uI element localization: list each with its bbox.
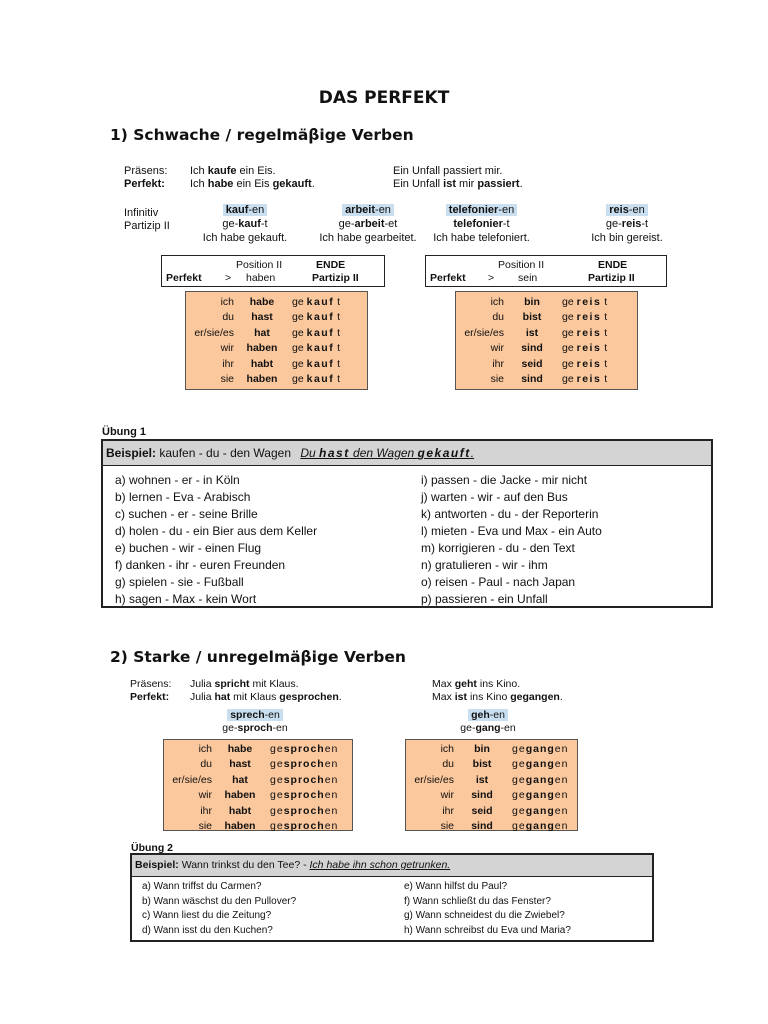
perfekt-label: Perfekt: xyxy=(124,178,165,190)
conj-row xyxy=(164,772,352,788)
s1-ex1-perfekt: Ich habe ein Eis gekauft. xyxy=(190,178,315,190)
participle: ge reis t xyxy=(562,373,608,386)
conj-row xyxy=(164,788,352,804)
conj-row xyxy=(186,310,367,326)
conj-table-sprechen xyxy=(163,739,353,831)
participle: gegangen xyxy=(512,742,569,755)
participle: gesprochen xyxy=(270,789,339,802)
uebung2-beispiel: Beispiel: Wann trinkst du den Tee? - Ich habe ihn schon getrunken. xyxy=(132,855,652,877)
conj-table-gehen xyxy=(405,739,578,831)
conj-row xyxy=(406,772,577,788)
uebung2-box xyxy=(130,853,654,942)
pronoun: ihr xyxy=(492,357,504,370)
exercise-item: h) Wann schreibst du Eva und Maria? xyxy=(404,924,571,936)
pronoun: sie xyxy=(220,373,234,386)
auxiliary: sind xyxy=(471,789,493,802)
pronoun: er/sie/es xyxy=(464,326,504,339)
auxiliary: habt xyxy=(250,357,274,370)
auxiliary: haben xyxy=(224,789,256,802)
participle: gesprochen xyxy=(270,742,339,755)
pronoun: du xyxy=(442,758,454,771)
pronoun: ich xyxy=(220,295,234,308)
partizip-label: Partizip II xyxy=(124,220,170,232)
pronoun: er/sie/es xyxy=(172,773,212,786)
s2-ex2-perfekt: Max ist ins Kino gegangen. xyxy=(432,691,563,703)
participle: gegangen xyxy=(512,773,569,786)
conj-row xyxy=(186,372,367,388)
conj-row xyxy=(406,788,577,804)
participle: gesprochen xyxy=(270,758,339,771)
auxiliary: sind xyxy=(521,342,543,355)
participle: ge reis t xyxy=(562,357,608,370)
auxiliary: hat xyxy=(254,326,270,339)
exercise-item: a) wohnen - er - in Köln xyxy=(115,473,240,487)
auxiliary: hast xyxy=(229,758,251,771)
conj-row xyxy=(186,294,367,310)
participle: ge kauf t xyxy=(292,373,341,386)
position-box-haben: Position II ENDE Perfekt > haben Partizip II xyxy=(161,255,385,287)
conj-row xyxy=(186,341,367,357)
exercise-item: d) holen - du - ein Bier aus dem Keller xyxy=(115,524,318,538)
s1-ex2-perfekt: Ein Unfall ist mir passiert. xyxy=(393,178,523,190)
participle: ge reis t xyxy=(562,342,608,355)
participle: gegangen xyxy=(512,820,569,833)
uebung1-label: Übung 1 xyxy=(102,426,146,438)
pronoun: ich xyxy=(440,742,454,755)
pronoun: ihr xyxy=(222,357,234,370)
conj-row xyxy=(456,341,637,357)
exercise-item: m) korrigieren - du - den Text xyxy=(421,541,575,555)
pronoun: ihr xyxy=(200,804,212,817)
conj-row xyxy=(456,325,637,341)
auxiliary: bist xyxy=(472,758,492,771)
verb-col-reisen: reis-en ge-reis-t Ich bin gereist. xyxy=(591,204,663,244)
participle: gegangen xyxy=(512,758,569,771)
pronoun: sie xyxy=(198,820,212,833)
pronoun: wir xyxy=(490,342,504,355)
uebung2-label: Übung 2 xyxy=(131,842,173,854)
conj-row xyxy=(456,372,637,388)
participle: ge kauf t xyxy=(292,326,341,339)
exercise-item: c) Wann liest du die Zeitung? xyxy=(142,910,272,921)
auxiliary: habt xyxy=(228,804,252,817)
auxiliary: seid xyxy=(471,804,493,817)
exercise-item: g) spielen - sie - Fußball xyxy=(115,575,244,589)
pronoun: wir xyxy=(198,789,212,802)
pronoun: ihr xyxy=(442,804,454,817)
auxiliary: haben xyxy=(224,820,256,833)
exercise-item: e) Wann hilfst du Paul? xyxy=(404,881,508,892)
participle: gesprochen xyxy=(270,773,339,786)
s2-ex1-praesens: Julia spricht mit Klaus. xyxy=(190,678,299,690)
participle: ge kauf t xyxy=(292,357,341,370)
conj-row xyxy=(164,757,352,773)
conj-row xyxy=(164,819,352,835)
conj-row xyxy=(406,741,577,757)
exercise-item: h) sagen - Max - kein Wort xyxy=(115,592,257,606)
exercise-item: k) antworten - du - der Reporterin xyxy=(421,507,599,521)
uebung1-beispiel: Beispiel: kaufen - du - den Wagen Du hast den Wagen gekauft. xyxy=(103,441,711,466)
verb-col-telefonieren: telefonier-en telefonier-t Ich habe telefoniert. xyxy=(433,204,530,244)
uebung1-answer: Du hast den Wagen gekauft. xyxy=(300,446,475,460)
position-box-sein: Position II ENDE Perfekt > sein Partizip II xyxy=(425,255,667,287)
conj-row xyxy=(456,356,637,372)
participle: ge kauf t xyxy=(292,295,341,308)
praesens-label: Präsens: xyxy=(124,165,168,177)
verb-col-arbeiten: arbeit-en ge-arbeit-et Ich habe gearbeitet. xyxy=(319,204,417,244)
conj-table-reisen xyxy=(455,291,638,390)
infinitiv-label: Infinitiv xyxy=(124,207,159,219)
participle: ge reis t xyxy=(562,326,608,339)
conj-row xyxy=(164,803,352,819)
exercise-item: g) Wann schneidest du die Zwiebel? xyxy=(404,910,565,921)
participle: ge kauf t xyxy=(292,311,341,324)
auxiliary: haben xyxy=(246,373,278,386)
auxiliary: bin xyxy=(474,742,490,755)
auxiliary: bin xyxy=(524,295,540,308)
conj-row xyxy=(456,310,637,326)
exercise-item: f) danken - ihr - euren Freunden xyxy=(115,558,286,572)
auxiliary: haben xyxy=(246,342,278,355)
verb-col-kaufen: kauf-en ge-kauf-t Ich habe gekauft. xyxy=(202,204,288,244)
pronoun: ich xyxy=(490,295,504,308)
conj-row xyxy=(406,803,577,819)
conj-row xyxy=(406,757,577,773)
s2-ex1-perfekt: Julia hat mit Klaus gesprochen. xyxy=(190,691,342,703)
s2-perfekt-label: Perfekt: xyxy=(130,691,170,703)
exercise-item: j) warten - wir - auf den Bus xyxy=(421,490,568,504)
auxiliary: hat xyxy=(232,773,248,786)
exercise-item: o) reisen - Paul - nach Japan xyxy=(421,575,576,589)
participle: gesprochen xyxy=(270,820,339,833)
auxiliary: habe xyxy=(227,742,253,755)
pronoun: wir xyxy=(440,789,454,802)
s2-ex2-praesens: Max geht ins Kino. xyxy=(432,678,521,690)
pronoun: du xyxy=(222,311,234,324)
participle: gegangen xyxy=(512,804,569,817)
exercise-item: b) Wann wäschst du den Pullover? xyxy=(142,895,297,907)
exercise-item: a) Wann triffst du Carmen? xyxy=(142,881,262,892)
auxiliary: sind xyxy=(521,373,543,386)
verb-col-sprechen: sprech-en ge-sproch-en xyxy=(222,709,288,734)
verb-col-gehen: geh-en ge-gang-en xyxy=(460,709,516,734)
exercise-item: b) lernen - Eva - Arabisch xyxy=(115,490,251,504)
pronoun: ich xyxy=(198,742,212,755)
s2-praesens-label: Präsens: xyxy=(130,678,172,690)
pronoun: er/sie/es xyxy=(414,773,454,786)
auxiliary: sind xyxy=(471,820,493,833)
auxiliary: ist xyxy=(525,326,539,339)
uebung1-box xyxy=(101,439,713,608)
auxiliary: ist xyxy=(475,773,489,786)
conj-table-kaufen xyxy=(185,291,368,390)
auxiliary: habe xyxy=(249,295,275,308)
section1-heading: 1) Schwache / regelmäβige Verben xyxy=(110,126,414,144)
pronoun: er/sie/es xyxy=(194,326,234,339)
exercise-item: e) buchen - wir - einen Flug xyxy=(115,541,262,555)
pronoun: du xyxy=(200,758,212,771)
section2-heading: 2) Starke / unregelmäβige Verben xyxy=(110,648,406,666)
conj-row xyxy=(406,819,577,835)
pronoun: sie xyxy=(490,373,504,386)
conj-row xyxy=(456,294,637,310)
exercise-item: f) Wann schließt du das Fenster? xyxy=(404,895,551,907)
exercise-item: p) passieren - ein Unfall xyxy=(421,592,548,606)
pronoun: du xyxy=(492,311,504,324)
conj-row xyxy=(186,325,367,341)
auxiliary: seid xyxy=(521,357,543,370)
exercise-item: l) mieten - Eva und Max - ein Auto xyxy=(421,524,602,538)
auxiliary: bist xyxy=(522,311,542,324)
s1-ex1-praesens: Ich kaufe ein Eis. xyxy=(190,165,276,177)
exercise-item: c) suchen - er - seine Brille xyxy=(115,507,258,521)
page-title: DAS PERFEKT xyxy=(318,88,450,108)
participle: ge kauf t xyxy=(292,342,341,355)
conj-row xyxy=(186,356,367,372)
conj-row xyxy=(164,741,352,757)
s1-ex2-praesens: Ein Unfall passiert mir. xyxy=(393,165,503,177)
participle: gesprochen xyxy=(270,804,339,817)
participle: ge reis t xyxy=(562,311,608,324)
auxiliary: hast xyxy=(251,311,273,324)
pronoun: wir xyxy=(220,342,234,355)
exercise-item: i) passen - die Jacke - mir nicht xyxy=(421,473,588,487)
exercise-item: d) Wann isst du den Kuchen? xyxy=(142,924,273,936)
participle: gegangen xyxy=(512,789,569,802)
exercise-item: n) gratulieren - wir - ihm xyxy=(421,558,548,572)
pronoun: sie xyxy=(440,820,454,833)
participle: ge reis t xyxy=(562,295,608,308)
